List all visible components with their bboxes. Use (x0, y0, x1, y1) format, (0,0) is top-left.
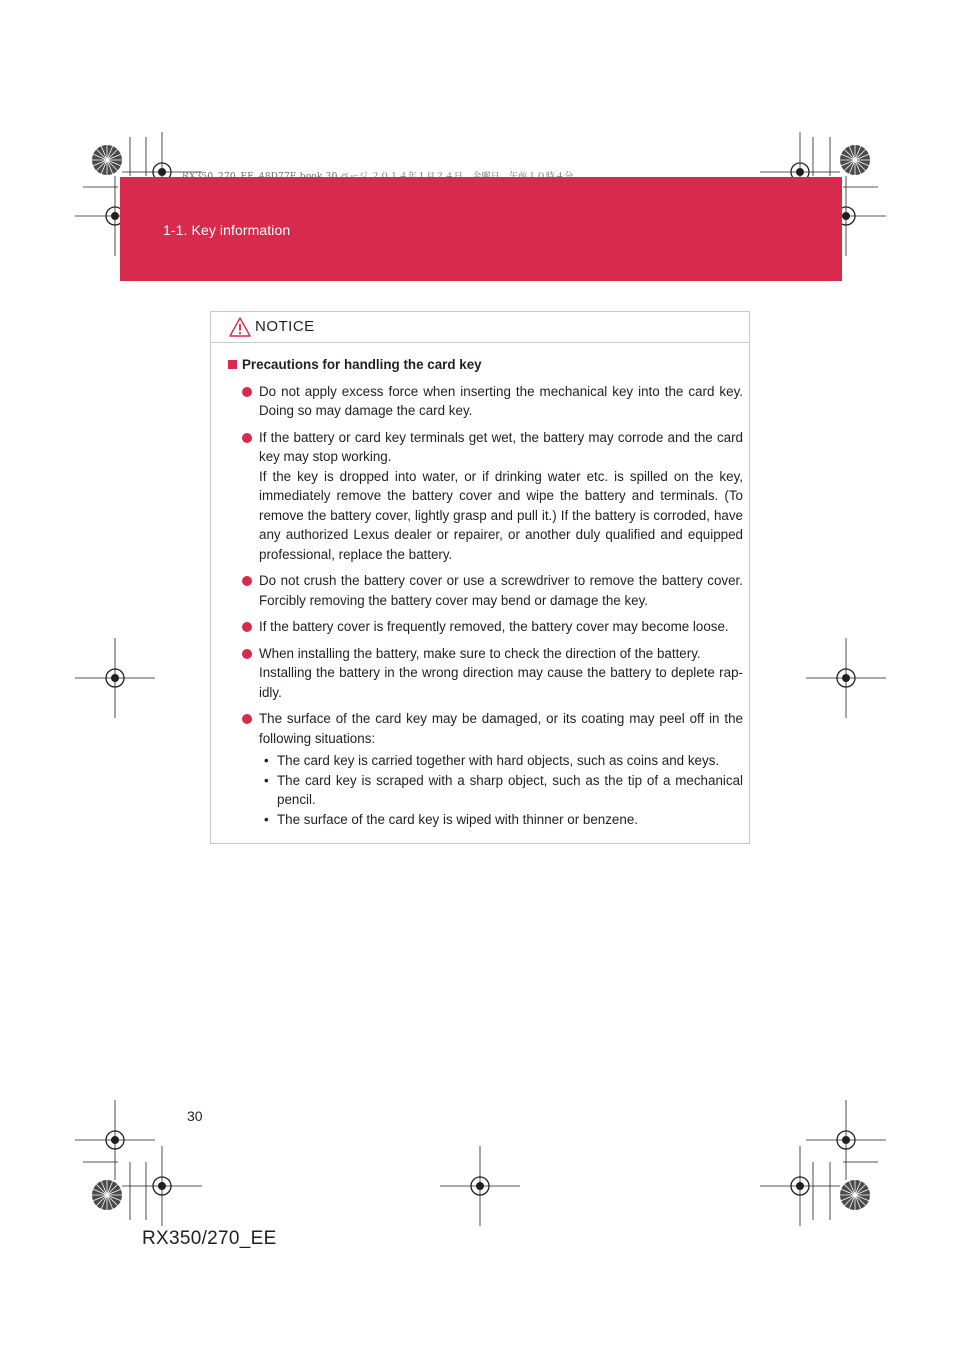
sub-item-text: The card key is carried together with hard objects, such as coins and keys. (277, 753, 720, 768)
square-bullet-icon (228, 360, 237, 369)
sub-list-item (264, 771, 743, 810)
bullet-dot-icon (242, 622, 252, 632)
section-title: 1-1. Key information (163, 222, 291, 238)
sub-list-item (264, 810, 743, 830)
notice-header (211, 312, 749, 343)
list-item (228, 428, 743, 565)
sub-list (259, 751, 743, 829)
section-header-band (120, 177, 842, 281)
bullet-dot-icon (242, 714, 252, 724)
bullet-dot-icon (242, 576, 252, 586)
list-item (228, 571, 743, 610)
warning-triangle-icon (229, 317, 251, 337)
item-text: If the key is dropped into water, or if drinking water etc. is spilled on the key, immediately remove the battery cover and wipe the battery and terminals. (To remove the battery cover, lightly grasp and pull it.) If the battery is corroded, have any authorized Lexus dealer or repairer, or another duly qualified and equipped professional, replace the battery. (259, 468, 743, 562)
bullet-dot-icon (242, 433, 252, 443)
sub-list-item (264, 751, 743, 771)
item-text: The surface of the card key may be damaged, or its coating may peel off in the following situations: (259, 711, 743, 746)
item-text: When installing the battery, make sure to check the direction of the battery. (259, 645, 701, 661)
item-text: If the battery or card key terminals get wet, the battery may corrode and the card key may stop working. (259, 429, 743, 464)
middle-dot-icon: • (264, 811, 269, 827)
item-text: Do not crush the battery cover or use a screwdriver to remove the battery cover. Forcibly removing the battery cover may bend or damage the key. (259, 573, 743, 608)
notice-box (210, 311, 750, 844)
middle-dot-icon: • (264, 772, 269, 788)
item-text: Do not apply excess force when inserting the mechanical key into the card key. Doing so may damage the card key. (259, 383, 743, 418)
model-code: RX350/270_EE (142, 1228, 277, 1249)
notice-title: NOTICE (255, 318, 315, 335)
item-text: Installing the battery in the wrong direction may cause the battery to deplete rap-idly. (259, 665, 743, 700)
notice-body (211, 343, 749, 829)
bullet-dot-icon (242, 387, 252, 397)
sub-item-text: The surface of the card key is wiped with thinner or benzene. (277, 811, 638, 827)
item-text: If the battery cover is frequently removed, the battery cover may become loose. (259, 619, 729, 634)
middle-dot-icon: • (264, 753, 269, 768)
subheading-text: Precautions for handling the card key (242, 357, 482, 372)
bullet-dot-icon (242, 649, 252, 659)
notice-subheading (228, 355, 743, 375)
list-item (228, 644, 743, 703)
list-item (228, 382, 743, 421)
list-item (228, 617, 743, 637)
page-number: 30 (187, 1108, 203, 1124)
list-item (228, 709, 743, 829)
sub-item-text: The card key is scraped with a sharp object, such as the tip of a mechanical pencil. (277, 772, 743, 807)
